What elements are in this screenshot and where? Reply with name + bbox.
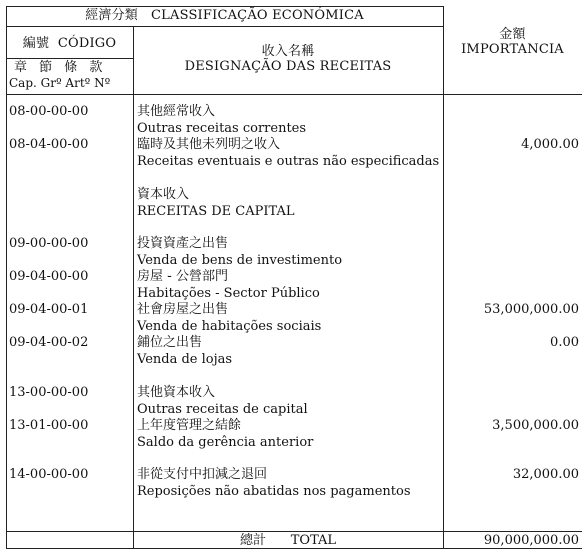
designation-header-zh: 收入名稱 [261, 44, 315, 59]
row-amount: 53,000,000.00 [483, 302, 579, 317]
row-designation-zh: 臨時及其他未列明之收入 [137, 137, 281, 152]
row-designation-zh: 非從支付中扣減之退回 [137, 467, 268, 482]
row-code: 09-04-00-02 [9, 335, 89, 350]
row-designation-pt: Outras receitas de capital [137, 402, 308, 417]
classification-header: 經濟分類 CLASSIFICAÇÃO ECONÓMICA [85, 8, 364, 23]
row-code: 13-01-00-00 [9, 418, 89, 433]
bottom-border [6, 548, 582, 549]
row-designation-pt: Outras receitas correntes [137, 121, 307, 136]
row-designation-zh: 資本收入 [137, 187, 190, 202]
total-amount: 90,000,000.00 [483, 533, 579, 548]
row-designation-zh: 房屋 - 公營部門 [137, 269, 228, 284]
total-label: 總計 TOTAL [239, 533, 337, 548]
row-designation-pt: RECEITAS DE CAPITAL [137, 204, 295, 219]
row-designation-zh: 投資資產之出售 [137, 236, 229, 251]
row-code: 09-00-00-00 [9, 236, 89, 251]
row-code: 08-04-00-00 [9, 137, 89, 152]
row-amount: 0.00 [550, 335, 579, 350]
row-designation-zh: 社會房屋之出售 [137, 302, 229, 317]
row-amount: 3,500,000.00 [492, 418, 579, 433]
row-code: 09-04-00-01 [9, 302, 89, 317]
row-designation-pt: Venda de bens de investimento [137, 253, 343, 268]
designation-header-pt: DESIGNAÇÃO DAS RECEITAS [184, 59, 392, 74]
sub-header-pt: Cap. Grº Artº Nº [9, 76, 111, 90]
row-designation-zh: 其他經常收入 [137, 104, 216, 119]
row-designation-pt: Habitações - Sector Público [137, 286, 320, 301]
code-underline [6, 58, 133, 59]
code-header: 編號 CÓDIGO [22, 36, 117, 51]
row-designation-zh: 鋪位之出售 [137, 335, 203, 350]
row-amount: 4,000.00 [521, 137, 579, 152]
row-designation-pt: Venda de lojas [137, 352, 233, 367]
row-designation-pt: Receitas eventuais e outras não especificadas [137, 154, 440, 169]
code-column-divider [133, 26, 134, 549]
sub-header-zh: 章 節 條 款 [14, 60, 107, 75]
top-border [6, 6, 443, 7]
row-code: 08-00-00-00 [9, 104, 89, 119]
row-designation-pt: Saldo da gerência anterior [137, 435, 314, 450]
row-designation-zh: 上年度管理之結餘 [137, 418, 242, 433]
row-designation-zh: 其他資本收入 [137, 385, 216, 400]
row-designation-pt: Reposições não abatidas nos pagamentos [137, 484, 411, 499]
amount-header-zh: 金額 [499, 27, 526, 42]
row-code: 14-00-00-00 [9, 467, 89, 482]
amount-header-pt: IMPORTANCIA [461, 42, 564, 57]
row-code: 09-04-00-00 [9, 269, 89, 284]
header-bottom-border [6, 94, 582, 95]
classification-underline [6, 26, 443, 27]
left-border [6, 6, 7, 549]
total-top-border [6, 531, 582, 532]
row-amount: 32,000.00 [512, 467, 579, 482]
row-code: 13-00-00-00 [9, 385, 89, 400]
row-designation-pt: Venda de habitações sociais [137, 319, 322, 334]
